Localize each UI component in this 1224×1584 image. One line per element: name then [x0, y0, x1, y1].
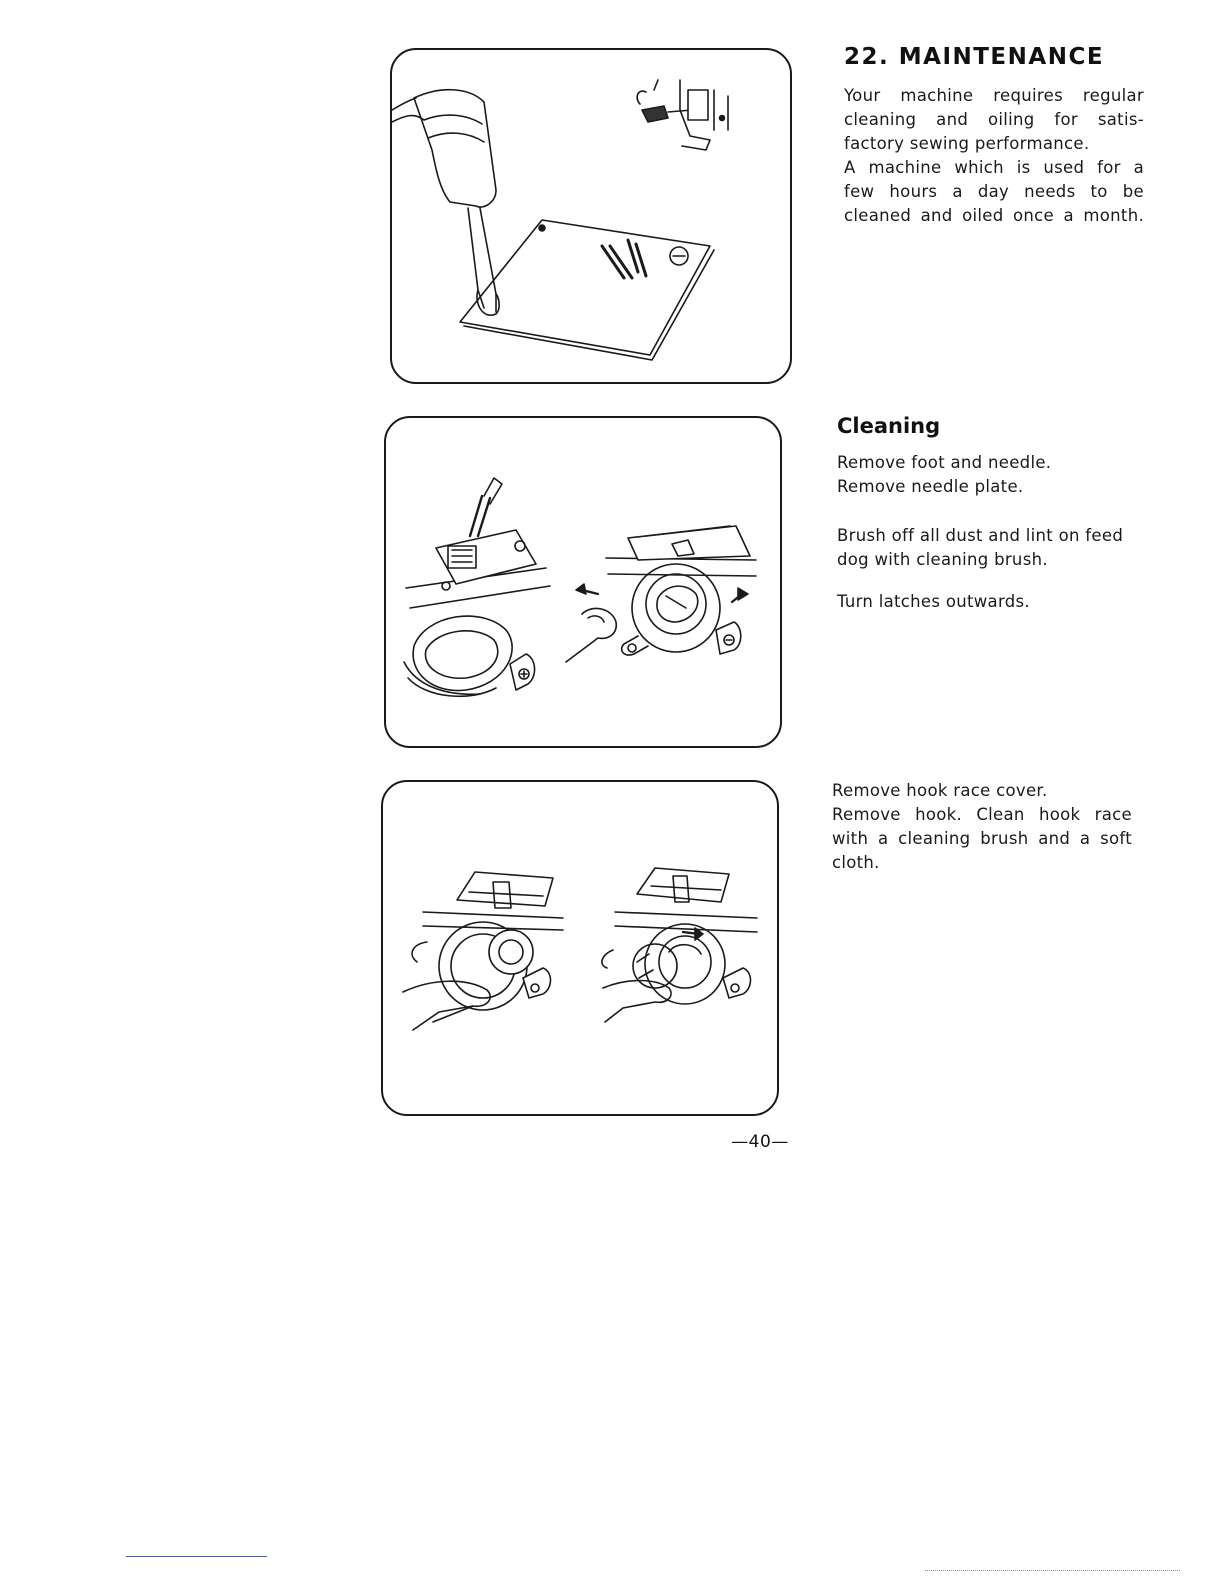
cleaning-step-latches — [837, 590, 1030, 614]
cleaning-step-remove-foot — [837, 451, 1051, 499]
intro-line: Your machine requires regular — [844, 86, 1144, 105]
screwdriver-needle-plate-illustration — [392, 50, 790, 382]
figure-brush-and-latches — [384, 416, 782, 748]
hook-line: with a cleaning brush and a soft — [832, 829, 1132, 848]
figure-needle-plate-removal — [390, 48, 792, 384]
figure-hook-removal — [381, 780, 779, 1116]
hook-line: Remove hook race cover. — [832, 781, 1048, 800]
step-line: Brush off all dust and lint on feed — [837, 526, 1124, 545]
step-line: dog with cleaning brush. — [837, 550, 1048, 569]
intro-line: factory sewing performance. — [844, 134, 1090, 153]
cleaning-step-brush — [837, 524, 1123, 572]
step-line: Remove foot and needle. — [837, 453, 1052, 472]
intro-paragraph — [844, 84, 1144, 228]
hook-line: cloth. — [832, 853, 880, 872]
step-line: Remove needle plate. — [837, 477, 1024, 496]
intro-line: few hours a day needs to be — [844, 182, 1144, 201]
footer-rule — [126, 1556, 267, 1557]
intro-line: A machine which is used for a — [844, 158, 1144, 177]
page-number: —40— — [731, 1132, 789, 1152]
hook-line: Remove hook. Clean hook race — [832, 805, 1132, 824]
brush-and-latches-illustration — [386, 418, 780, 746]
intro-line: cleaned and oiled once a month. — [844, 206, 1144, 225]
cleaning-heading: Cleaning — [837, 414, 941, 438]
footer-dotted-rule — [925, 1570, 1180, 1571]
hook-removal-illustration — [383, 782, 777, 1114]
step-line: Turn latches outwards. — [837, 592, 1030, 611]
section-title: 22. MAINTENANCE — [844, 44, 1105, 70]
intro-line: cleaning and oiling for satis- — [844, 110, 1144, 129]
hook-removal-paragraph — [832, 779, 1132, 875]
